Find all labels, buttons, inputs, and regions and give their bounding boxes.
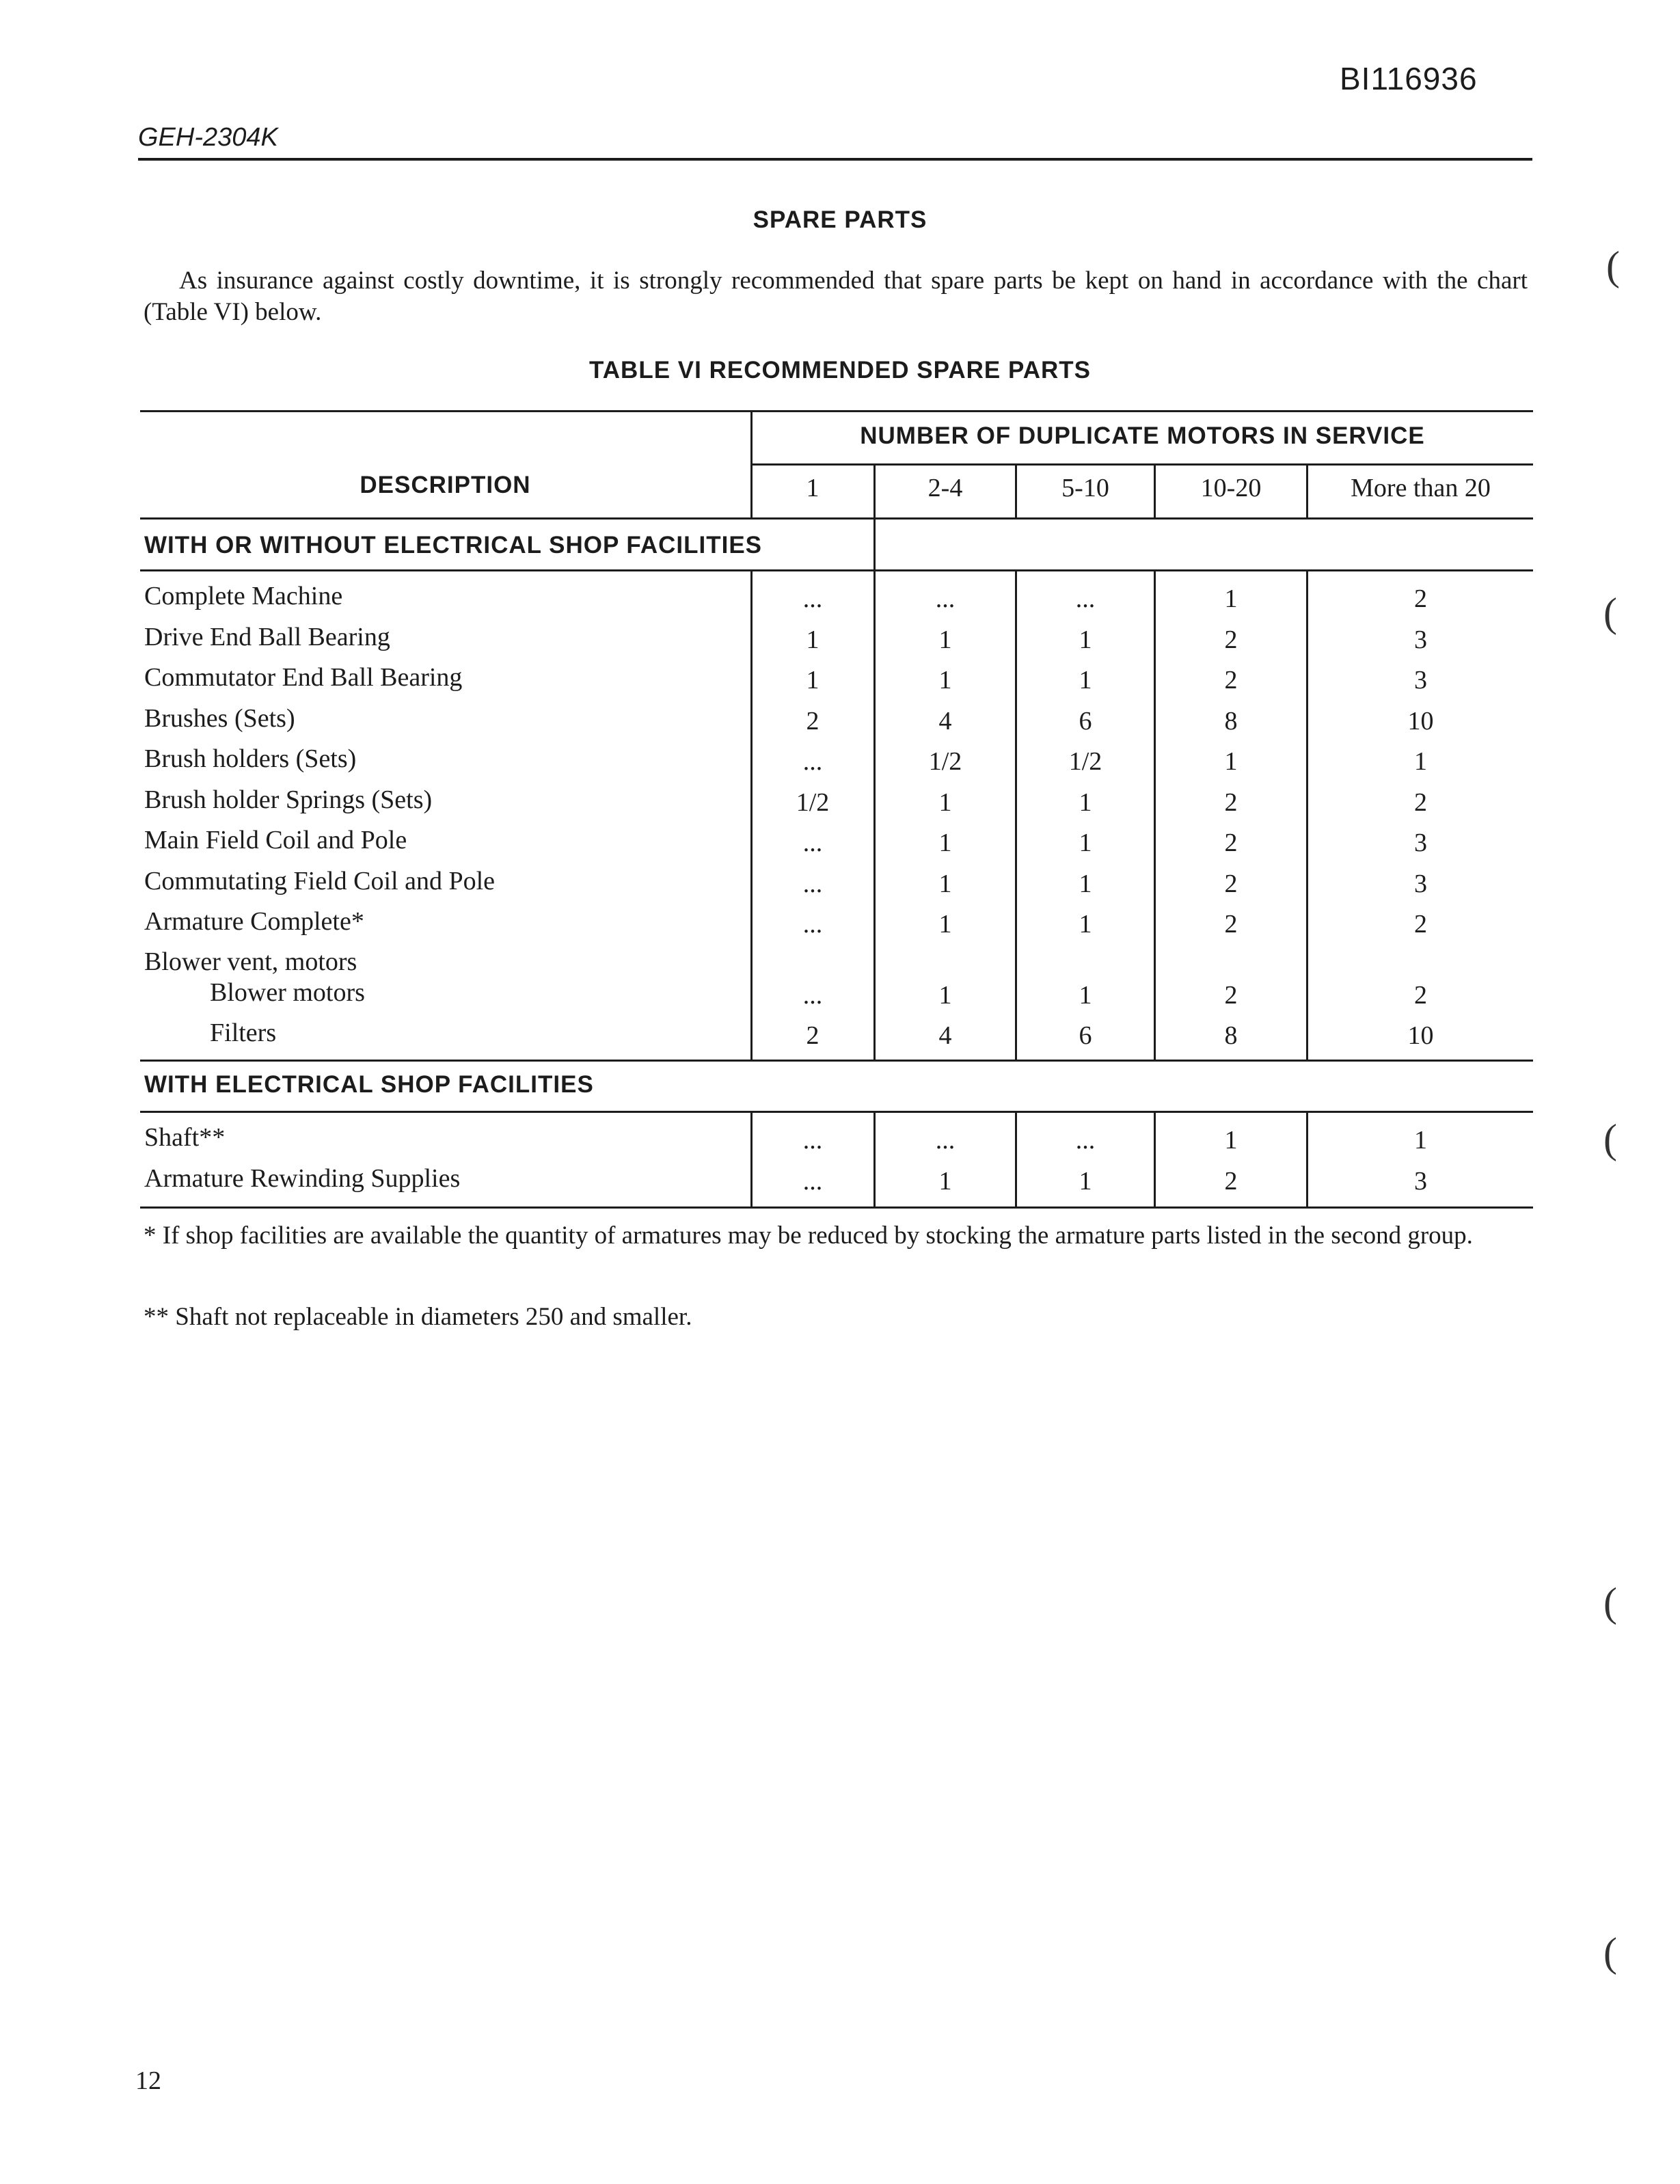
table-top-rule [140,410,1533,412]
section2-title: WITH ELECTRICAL SHOP FACILITIES [144,1071,594,1098]
blower-row-cell: 2 [1414,981,1427,1010]
table-row-cell: 1 [1079,828,1092,857]
blower-row-description: Filters [210,1019,277,1047]
table-row-cell: 1 [938,625,952,654]
blower-row-cell: 2 [806,1021,819,1050]
table-row-cell: 1 [1079,787,1092,817]
table-row-cell: 4 [938,706,952,736]
table-row-cell: 1/2 [796,787,830,817]
margin-mark: ( [1603,1116,1617,1161]
header-rule [138,158,1532,161]
document-id: BI116936 [1340,61,1478,96]
table-row-cell: 1 [806,625,819,654]
footnote-shaft: ** Shaft not replaceable in diameters 250 and smaller. [144,1303,692,1331]
table-row-description: Main Field Coil and Pole [144,826,407,854]
section1-title: WITH OR WITHOUT ELECTRICAL SHOP FACILITIES [144,532,763,558]
page-number: 12 [135,2066,161,2095]
table-row-cell: 1 [1224,1126,1238,1155]
table-row-cell: 1 [1079,910,1092,939]
table-row-cell: 1 [938,787,952,817]
intro-paragraph: As insurance against costly downtime, it is strongly recommended that spare parts be kept on hand in accordance with the chart (Table VI) below. [144,267,1528,326]
column-header: 2-4 [927,474,963,502]
table-row-cell: 1 [806,666,819,695]
table-row-cell: 2 [1224,910,1238,939]
section1-bottom-rule [140,1060,1533,1062]
table-row-cell: 2 [1224,828,1238,857]
table-row-cell: 1 [1414,1126,1427,1155]
blower-row-cell: 1 [938,981,952,1010]
table-row-cell: 1 [1079,869,1092,898]
blower-row-cell: 10 [1407,1021,1434,1050]
table-row-cell: ... [935,1126,956,1155]
table-row-cell: 8 [1224,706,1238,736]
table-row-cell: ... [802,828,823,857]
blower-row-cell: 1 [1079,981,1092,1010]
blower-group-label: Blower vent, motors [144,947,357,976]
blower-row-cell: 8 [1224,1021,1238,1050]
table-row-cell: 2 [1414,910,1427,939]
table-row-cell: 2 [1414,787,1427,817]
table-row-cell: ... [802,747,823,776]
column-divider [873,517,876,571]
column-header: 10-20 [1200,474,1262,502]
table-row-cell: 10 [1407,706,1434,736]
table-row-cell: 3 [1414,828,1427,857]
table-title: TABLE VI RECOMMENDED SPARE PARTS [589,357,1091,383]
table-row-cell: ... [802,910,823,939]
table-row-cell: 1 [1079,625,1092,654]
footnote-armature: * If shop facilities are available the quantity of armatures may be reduced by stocking the armature parts listed in the second group. [144,1222,1473,1250]
table-row-cell: 1 [938,828,952,857]
table-row-cell: 1 [1224,584,1238,613]
table-row-cell: 2 [1224,869,1238,898]
section1-title-rule [140,569,1533,571]
blower-row-description: Blower motors [210,978,365,1007]
table-row-cell: 1 [1414,747,1427,776]
table-row-description: Shaft** [144,1123,226,1152]
table-row-cell: 2 [1224,1167,1238,1196]
table-row-description: Complete Machine [144,582,343,610]
table-bottom-rule [140,1206,1533,1209]
table-row-cell: ... [1075,584,1096,613]
table-row-cell: ... [802,584,823,613]
table-row-cell: 1 [938,666,952,695]
header-bottom-rule [140,517,1533,520]
table-row-description: Commutating Field Coil and Pole [144,866,495,895]
table-row-cell: ... [935,584,956,613]
table-row-cell: 2 [806,706,819,736]
margin-mark: ( [1603,590,1617,635]
column-header: 1 [806,474,819,502]
document-code: GEH-2304K [138,123,278,152]
table-row-cell: 1 [938,910,952,939]
column-header: More than 20 [1351,474,1491,502]
column-header: 5-10 [1061,474,1109,502]
table-row-cell: 1/2 [928,747,962,776]
table-row-cell: 1 [1079,666,1092,695]
section2-title-rule [140,1111,1533,1113]
table-row-cell: 3 [1414,625,1427,654]
table-row-description: Brush holders (Sets) [144,744,357,773]
table-row-cell: 3 [1414,666,1427,695]
section-title: SPARE PARTS [753,206,927,233]
margin-mark: ( [1603,1580,1617,1625]
table-row-cell: ... [802,1167,823,1196]
table-row-cell: 2 [1224,625,1238,654]
table-row-description: Brush holder Springs (Sets) [144,785,433,814]
group-header: NUMBER OF DUPLICATE MOTORS IN SERVICE [860,422,1425,449]
description-header: DESCRIPTION [360,472,531,498]
table-row-description: Armature Rewinding Supplies [144,1164,461,1193]
blower-row-cell: 4 [938,1021,952,1050]
table-row-cell: 2 [1414,584,1427,613]
table-row-cell: 2 [1224,787,1238,817]
table-row-cell: 2 [1224,666,1238,695]
table-row-description: Drive End Ball Bearing [144,622,390,651]
table-row-cell: 3 [1414,869,1427,898]
margin-mark: ( [1603,1930,1617,1975]
table-row-cell: 1 [1224,747,1238,776]
table-row-cell: ... [802,869,823,898]
blower-row-cell: 6 [1079,1021,1092,1050]
table-row-cell: 6 [1079,706,1092,736]
spare-parts-table [140,410,1533,1210]
table-row-cell: 1 [938,1167,952,1196]
group-header-rule [752,463,1533,466]
table-row-cell: ... [1075,1126,1096,1155]
table-row-cell: 3 [1414,1167,1427,1196]
table-row-description: Commutator End Ball Bearing [144,663,463,692]
table-row-cell: ... [802,1126,823,1155]
table-row-description: Armature Complete* [144,907,364,936]
blower-row-cell: 2 [1224,981,1238,1010]
table-row-cell: 1 [938,869,952,898]
table-row-description: Brushes (Sets) [144,703,295,733]
table-row-cell: 1 [1079,1167,1092,1196]
table-row-cell: 1/2 [1068,747,1102,776]
margin-mark: ( [1606,243,1620,288]
blower-row-cell: ... [802,981,823,1010]
